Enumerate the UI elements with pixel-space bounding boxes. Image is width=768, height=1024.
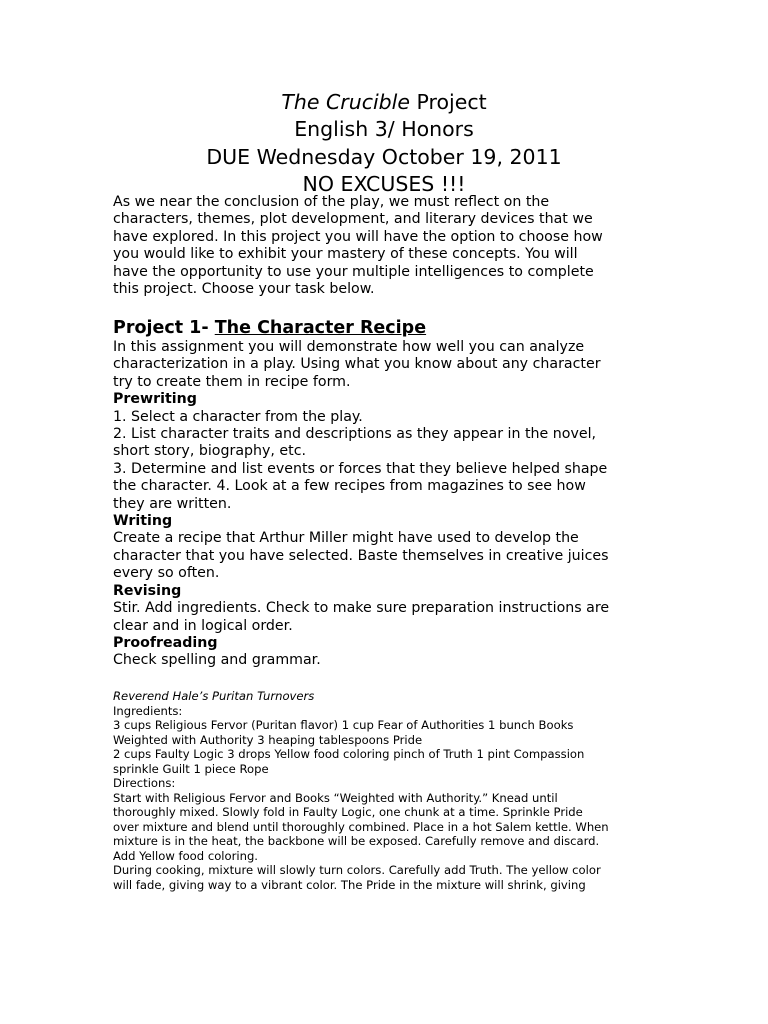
course-line: English 3/ Honors bbox=[294, 117, 474, 142]
sample-recipe bbox=[113, 689, 658, 892]
revising-heading: Revising bbox=[113, 582, 182, 599]
writing-line: Create a recipe that Arthur Miller might have used to develop the bbox=[113, 530, 579, 547]
recipe-line: Directions: bbox=[113, 776, 176, 790]
recipe-line: Ingredients: bbox=[113, 703, 183, 718]
intro-line: you would like to exhibit your mastery of these concepts. You will bbox=[113, 246, 578, 263]
intro-paragraph bbox=[113, 194, 653, 298]
recipe-line: Add Yellow food coloring. bbox=[113, 848, 258, 863]
revising-line: clear and in logical order. bbox=[113, 617, 293, 634]
prewriting-heading: Prewriting bbox=[113, 391, 197, 408]
recipe-line: Start with Religious Fervor and Books “Weighted with Authority.” Knead until bbox=[113, 790, 558, 805]
project1-intro-line: characterization in a play. Using what you know about any character bbox=[113, 356, 601, 373]
project1-prefix: Project 1- bbox=[113, 318, 215, 338]
recipe-line: over mixture and blend until thoroughly combined. Place in a hot Salem kettle. When bbox=[113, 819, 609, 834]
recipe-line: During cooking, mixture will slowly turn colors. Carefully add Truth. The yellow color bbox=[113, 863, 601, 877]
proofreading-heading: Proofreading bbox=[113, 634, 218, 651]
recipe-title: Reverend Hale’s Puritan Turnovers bbox=[113, 689, 315, 703]
prewriting-line: 2. List character traits and descriptions as they appear in the novel, bbox=[113, 426, 597, 443]
intro-line: characters, themes, plot development, and literary devices that we bbox=[113, 211, 593, 228]
project1-intro-line: In this assignment you will demonstrate how well you can analyze bbox=[113, 339, 585, 355]
recipe-line: will fade, giving way to a vibrant color. The Pride in the mixture will shrink, giving bbox=[113, 877, 586, 892]
prewriting-line: 1. Select a character from the play. bbox=[113, 408, 363, 425]
project1-title: The Character Recipe bbox=[214, 318, 427, 338]
writing-heading: Writing bbox=[113, 513, 173, 530]
recipe-line: thoroughly mixed. Slowly fold in Faulty Logic, one chunk at a time. Sprinkle Pride bbox=[113, 805, 583, 819]
due-date-line: DUE Wednesday October 19, 2011 bbox=[206, 144, 562, 169]
writing-line: every so often. bbox=[113, 565, 220, 582]
recipe-line: mixture is in the heat, the backbone will be exposed. Carefully remove and discard. bbox=[113, 834, 600, 848]
recipe-line: 3 cups Religious Fervor (Puritan flavor) 1 cup Fear of Authorities 1 bunch Books bbox=[113, 718, 574, 732]
title-rest: Project bbox=[410, 90, 487, 114]
project1-heading bbox=[113, 317, 653, 339]
recipe-line: 2 cups Faulty Logic 3 drops Yellow food coloring pinch of Truth 1 pint Compassion bbox=[113, 747, 585, 761]
intro-line: have the opportunity to use your multiple intelligences to complete bbox=[113, 263, 594, 280]
proofreading-line: Check spelling and grammar. bbox=[113, 652, 321, 669]
document-header bbox=[0, 89, 768, 198]
recipe-line: sprinkle Guilt 1 piece Rope bbox=[113, 761, 269, 776]
intro-line: As we near the conclusion of the play, we must reflect on the bbox=[113, 194, 550, 210]
writing-line: character that you have selected. Baste themselves in creative juices bbox=[113, 547, 609, 564]
prewriting-line: the character. 4. Look at a few recipes from magazines to see how bbox=[113, 478, 586, 495]
intro-line: this project. Choose your task below. bbox=[113, 281, 375, 298]
project-title bbox=[0, 89, 768, 116]
no-excuses-line: NO EXCUSES !!! bbox=[302, 171, 466, 196]
prewriting-line: short story, biography, etc. bbox=[113, 443, 307, 460]
revising-line: Stir. Add ingredients. Check to make sure preparation instructions are bbox=[113, 600, 610, 617]
title-italic: The Crucible bbox=[281, 90, 410, 114]
prewriting-line: they are written. bbox=[113, 495, 232, 512]
intro-line: have explored. In this project you will have the option to choose how bbox=[113, 228, 603, 245]
prewriting-line: 3. Determine and list events or forces that they believe helped shape bbox=[113, 460, 608, 477]
project1-intro-line: try to create them in recipe form. bbox=[113, 373, 351, 390]
project1-section bbox=[113, 317, 653, 670]
recipe-line: Weighted with Authority 3 heaping tablespoons Pride bbox=[113, 732, 423, 747]
